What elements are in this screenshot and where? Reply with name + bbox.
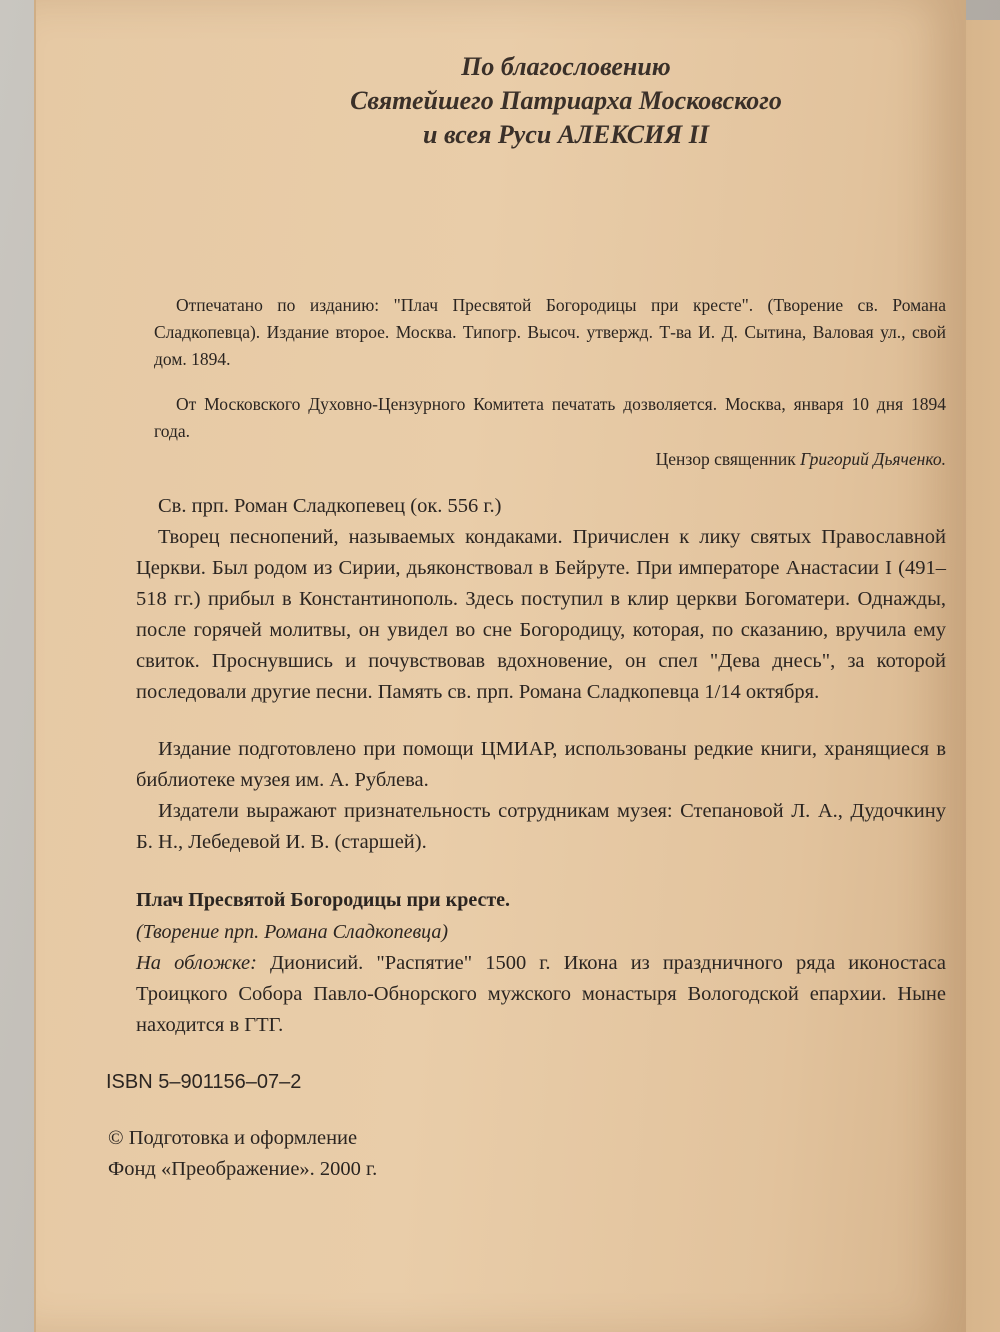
printed-from-note: Отпечатано по изданию: "Плач Пресвятой Богородицы при кресте". (Творение св. Романа Сладкопевца). Издание второе. Москва. Типогр. Высоч. утвержд. Т-ва И. Д. Сытина, Валовая ул., свой дом. 1894. [154, 295, 946, 369]
credits-prepared: Издание подготовлено при помощи ЦМИАР, использованы редкие книги, хранящиеся в библиотеке музея им. А. Рублева. [136, 738, 946, 791]
censorship-approval: От Московского Духовно-Цензурного Комитета печатать дозволяется. Москва, января 10 дня 1894 года. [154, 394, 946, 441]
book-title: Плач Пресвятой Богородицы при кресте. [136, 889, 511, 911]
blessing-header [186, 50, 946, 152]
page-content [106, 50, 947, 1185]
cover-description [136, 948, 946, 1041]
credits-thanks: Издатели выражают признательность сотрудникам музея: Степановой Л. А., Дудочкину Б. Н., Лебедевой И. В. (старшей). [136, 800, 946, 853]
censor-label: Цензор священник [655, 449, 796, 469]
copyright-line-1: © Подготовка и оформление [108, 1127, 358, 1149]
bio-text: Творец песнопений, называемых кондаками. Причислен к лику святых Православной Церкви. Был родом из Сирии, дьяконствовал в Бейруте. При императоре Анастасии I (491–518 гг.) прибыл в Константинополь. Здесь поступил в клир церкви Богоматери. Однажды, после горячей молитвы, он увидел во сне Богородицу, которая, по сказанию, вручила ему свиток. Проснувшись и почувствовав вдохновение, он спел "Дева днесь", за которой последовали другие песни. Память св. прп. Романа Сладкопевца 1/14 октября. [136, 526, 946, 703]
cover-label: На обложке: [136, 952, 257, 974]
isbn: ISBN 5–901156–07–2 [106, 1071, 302, 1093]
cover-text: Дионисий. "Распятие" 1500 г. Икона из праздничного ряда иконостаса Троицкого Собора Павло-Обнорского мужского монастыря Вологодской епархии. Ныне находится в ГТГ. [136, 952, 947, 1036]
book-subtitle: (Творение прп. Романа Сладкопевца) [136, 921, 449, 943]
copyright-line-2: Фонд «Преображение». 2000 г. [108, 1158, 378, 1180]
censor-signature [136, 445, 946, 473]
book-page [34, 0, 966, 1332]
bio-heading: Св. прп. Роман Сладкопевец (ок. 556 г.) [158, 495, 502, 517]
blessing-line-2: Святейшего Патриарха Московского [350, 86, 782, 115]
blessing-line-1: По благословению [461, 52, 671, 81]
censor-name: Григорий Дьяченко. [800, 449, 946, 469]
blessing-line-3: и всея Руси АЛЕКСИЯ II [423, 120, 709, 149]
